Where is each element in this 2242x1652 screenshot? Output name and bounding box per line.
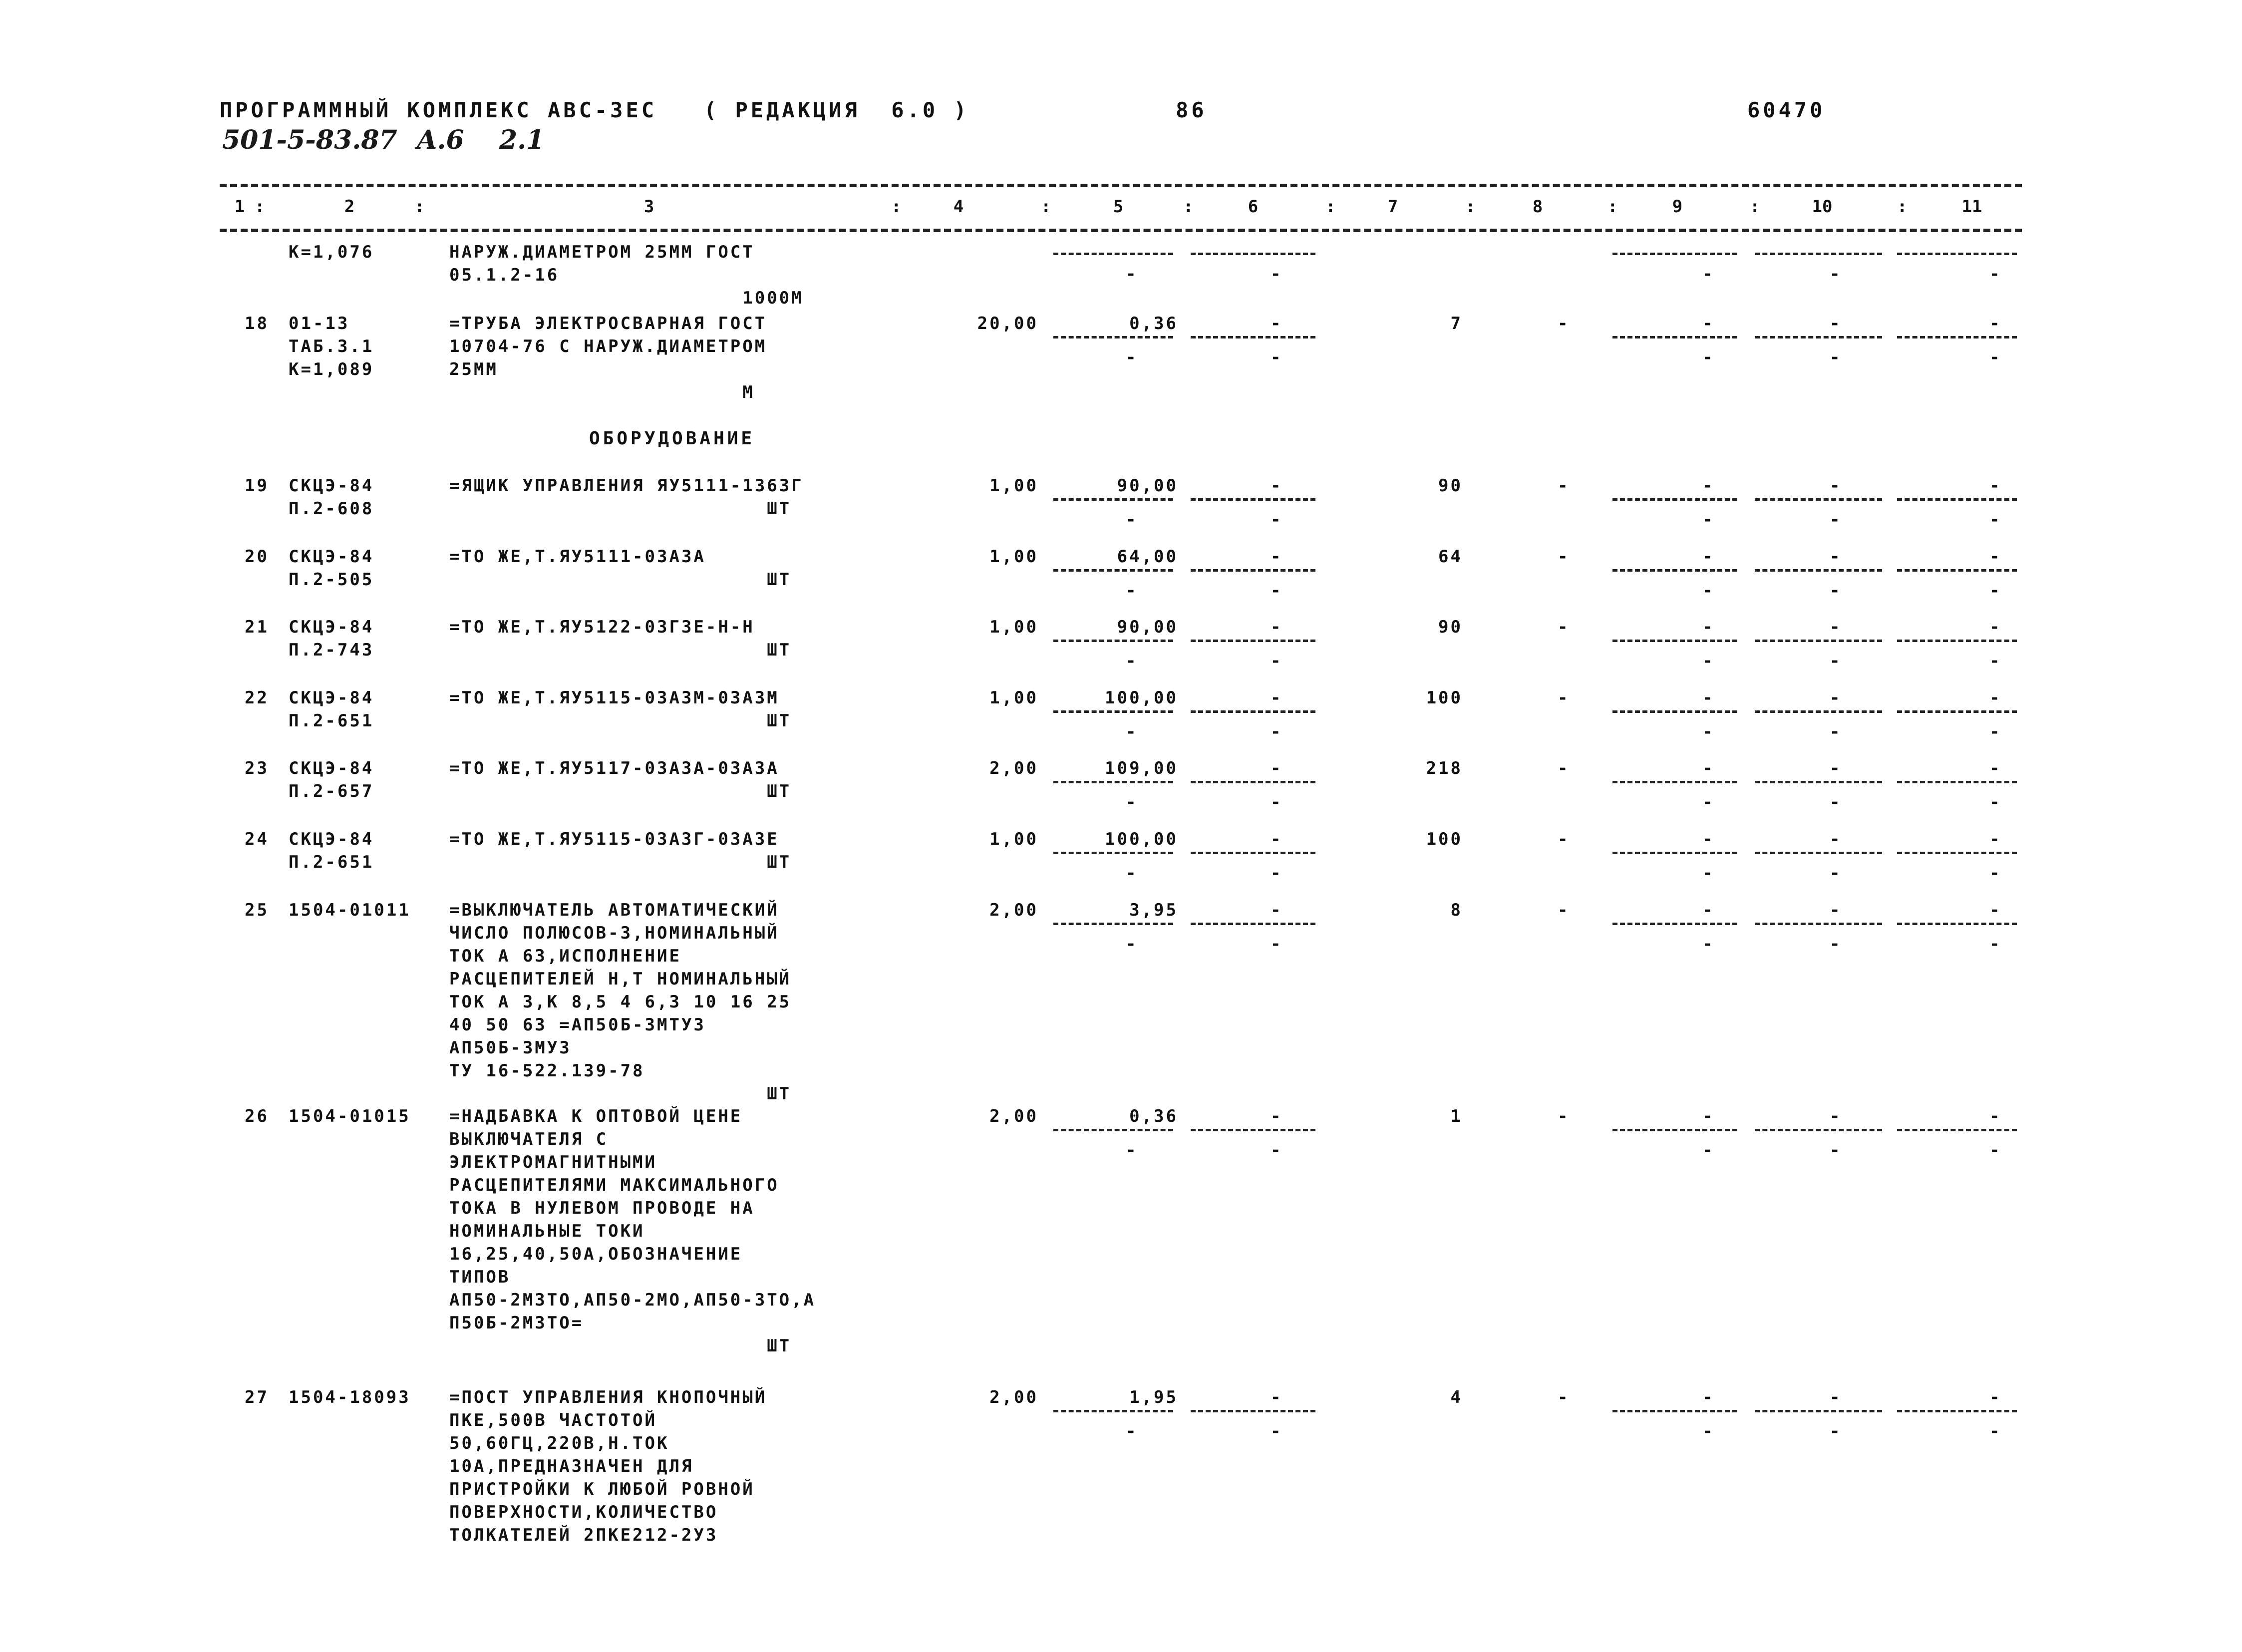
column-separator: : [891,197,902,217]
row-col11: - [1989,900,2002,920]
column-header-10: 10 [1812,197,1833,217]
row-unit-price: 90,00 [1117,476,1178,496]
row-sub-col10: - [1830,863,1842,883]
price-rule [1053,640,1173,642]
col9-rule [1612,781,1737,783]
header-rule [220,229,2022,232]
row-sub-col5: - [1126,934,1138,954]
row-quantity: 1,00 [989,476,1038,496]
row-col9: - [1702,758,1715,778]
col11-rule [1897,253,2017,255]
row-col9: - [1702,1106,1715,1126]
row-sub-col9: - [1702,581,1715,601]
row-sub-col10: - [1830,581,1842,601]
col6-rule [1191,640,1315,642]
col11-rule [1897,569,2017,572]
row-description: =ТО ЖЕ,Т.ЯУ5115-03А3М-03А3М ШТ [449,688,792,731]
row-unit-price: 1,95 [1129,1387,1178,1407]
row-total: 8 [1450,900,1463,920]
row-number: 22 [245,688,269,708]
col11-rule [1897,1410,2017,1412]
col11-rule [1897,336,2017,338]
program-title: ПРОГРАММНЫЙ КОМПЛЕКС АВС-ЗЕС ( РЕДАКЦИЯ 6.0 ) [220,98,969,122]
row-col8: - [1558,758,1570,778]
row-quantity: 2,00 [989,1387,1038,1407]
page-number: 86 [1176,98,1207,122]
row-sub-col6: - [1271,722,1283,742]
col11-rule [1897,923,2017,925]
row-unit-price: 0,36 [1129,314,1178,333]
col9-rule [1612,336,1737,338]
col10-rule [1755,1129,1882,1131]
row-description: =НАДБАВКА К ОПТОВОЙ ЦЕНЕ ВЫКЛЮЧАТЕЛЯ С ЭЛЕКТРОМАГНИТНЫМИ РАСЦЕПИТЕЛЯМИ МАКСИМАЛЬНОГО ТОКА В НУЛЕВОМ ПРОВОДЕ НА НОМИНАЛЬНЫЕ ТОКИ 16,25,40,50А,ОБОЗНАЧЕНИЕ ТИПОВ АП50-2М3ТО,АП50-2МО,АП50-3ТО,А П50Б-2М3ТО= ШТ [449,1106,816,1356]
row-col10: - [1830,688,1842,708]
row-col6: - [1271,617,1283,637]
row-quantity: 1,00 [989,829,1038,849]
column-header-4: 4 [953,197,964,217]
row-description: =ТО ЖЕ,Т.ЯУ5115-03А3Г-03А3Е ШТ [449,829,792,872]
row-quantity: 2,00 [989,1106,1038,1126]
price-rule [1053,498,1173,501]
row-unit-price: 100,00 [1105,829,1178,849]
row-sub-col11: - [1989,934,2002,954]
row-col8: - [1558,1106,1570,1126]
row-description: =ТО ЖЕ,Т.ЯУ5122-03Г3Е-Н-Н ШТ [449,617,792,660]
row-sub-col6: - [1271,347,1283,367]
col9-rule [1612,852,1737,854]
col11-rule [1897,640,2017,642]
row-sub-col11: - [1989,510,2002,530]
row-number: 21 [245,617,269,637]
row-unit-price: 100,00 [1105,688,1178,708]
row-col10: - [1830,1106,1842,1126]
row-col8: - [1558,617,1570,637]
col9-rule [1612,923,1737,925]
column-separator: : [1750,197,1760,217]
row-col8: - [1558,476,1570,496]
row-col11: - [1989,688,2002,708]
col9-rule [1612,1410,1737,1412]
col10-rule [1755,852,1882,854]
row-sub-col6: - [1271,934,1283,954]
row-description: =ТРУБА ЭЛЕКТРОСВАРНАЯ ГОСТ 10704-76 С НАРУЖ.ДИАМЕТРОМ 25ММ М [449,314,767,402]
row-col10: - [1830,829,1842,849]
row-col6: - [1271,688,1283,708]
column-separator: : [1041,197,1051,217]
row-sub-col10: - [1830,347,1842,367]
row-sub-col5: - [1126,1140,1138,1160]
col10-rule [1755,923,1882,925]
row-col9: - [1702,476,1715,496]
col9-rule [1612,253,1737,255]
row-sub-col9: - [1702,264,1715,284]
row-sub-col11: - [1989,863,2002,883]
row-col10: - [1830,547,1842,567]
row-total: 1 [1450,1106,1463,1126]
row-sub-col9: - [1702,651,1715,671]
row-sub-col5: - [1126,722,1138,742]
row-description: НАРУЖ.ДИАМЕТРОМ 25ММ ГОСТ 05.1.2-16 1000М [449,242,804,308]
row-code: СКЦЭ-84 П.2-505 [289,547,374,590]
row-number: 20 [245,547,269,567]
row-total: 100 [1426,688,1463,708]
column-header-8: 8 [1532,197,1543,217]
row-number: 19 [245,476,269,496]
row-code: 1504-01011 [289,900,411,920]
col6-rule [1191,710,1315,713]
row-col11: - [1989,1387,2002,1407]
row-sub-col11: - [1989,581,2002,601]
row-code: 1504-18093 [289,1387,411,1407]
col6-rule [1191,569,1315,572]
handwritten-doc-number: 501-5-83.87 [222,125,397,155]
row-code: СКЦЭ-84 П.2-651 [289,829,374,872]
row-sub-col10: - [1830,934,1842,954]
column-header-6: 6 [1248,197,1259,217]
col10-rule [1755,336,1882,338]
row-col11: - [1989,829,2002,849]
row-col8: - [1558,900,1570,920]
row-sub-col6: - [1271,863,1283,883]
row-sub-col11: - [1989,792,2002,812]
row-code: СКЦЭ-84 П.2-743 [289,617,374,660]
row-col11: - [1989,547,2002,567]
row-col10: - [1830,900,1842,920]
col10-rule [1755,569,1882,572]
row-sub-col5: - [1126,651,1138,671]
row-code: 1504-01015 [289,1106,411,1126]
row-col11: - [1989,1106,2002,1126]
row-description: =ТО ЖЕ,Т.ЯУ5117-03А3А-03А3А ШТ [449,758,792,801]
row-quantity: 2,00 [989,758,1038,778]
top-rule [220,184,2022,187]
row-sub-col6: - [1271,651,1283,671]
column-header-2: 2 [344,197,355,217]
row-sub-col11: - [1989,1421,2002,1441]
row-col6: - [1271,1106,1283,1126]
column-header-5: 5 [1113,197,1124,217]
row-sub-col5: - [1126,863,1138,883]
row-col11: - [1989,476,2002,496]
row-total: 64 [1438,547,1463,567]
row-sub-col9: - [1702,863,1715,883]
col6-rule [1191,781,1315,783]
row-code: 01-13 ТАБ.3.1 К=1,089 [289,314,374,379]
row-description: =ПОСТ УПРАВЛЕНИЯ КНОПОЧНЫЙ ПКЕ,500В ЧАСТОТОЙ 50,60ГЦ,220В,Н.ТОК 10А,ПРЕДНАЗНАЧЕН ДЛЯ ПРИСТРОЙКИ К ЛЮБОЙ РОВНОЙ ПОВЕРХНОСТИ,КОЛИЧЕСТВО ТОЛКАТЕЛЕЙ 2ПКЕ212-2У3 [449,1387,767,1545]
col6-rule [1191,923,1315,925]
row-total: 90 [1438,617,1463,637]
row-col9: - [1702,900,1715,920]
row-sub-col11: - [1989,1140,2002,1160]
row-total: 7 [1450,314,1463,333]
row-col6: - [1271,900,1283,920]
row-number: 24 [245,829,269,849]
column-separator: : [1607,197,1618,217]
row-sub-col10: - [1830,792,1842,812]
price-rule [1053,781,1173,783]
row-col10: - [1830,758,1842,778]
row-sub-col11: - [1989,264,2002,284]
row-number: 25 [245,900,269,920]
row-description: =ЯЩИК УПРАВЛЕНИЯ ЯУ5111-1363Г ШТ [449,476,804,519]
column-separator: : [1897,197,1908,217]
row-sub-col9: - [1702,510,1715,530]
column-header-7: 7 [1387,197,1398,217]
col11-rule [1897,498,2017,501]
col11-rule [1897,710,2017,713]
row-unit-price: 0,36 [1129,1106,1178,1126]
row-col9: - [1702,314,1715,333]
price-rule [1053,923,1173,925]
col10-rule [1755,781,1882,783]
row-col9: - [1702,829,1715,849]
row-col8: - [1558,1387,1570,1407]
row-description: =ВЫКЛЮЧАТЕЛЬ АВТОМАТИЧЕСКИЙ ЧИСЛО ПОЛЮСОВ-3,НОМИНАЛЬНЫЙ ТОК А 63,ИСПОЛНЕНИЕ РАСЦЕПИТЕЛЕЙ Н,Т НОМИНАЛЬНЫЙ ТОК А 3,К 8,5 4 6,3 10 16 25 40 50 63 =АП50Б-3МТУ3 АП50Б-3МУ3 ТУ 16-522.139-78 ШТ [449,900,792,1104]
row-quantity: 20,00 [977,314,1038,333]
row-code: СКЦЭ-84 П.2-608 [289,476,374,519]
row-unit-price: 3,95 [1129,900,1178,920]
row-sub-col9: - [1702,1140,1715,1160]
column-separator: : [255,197,265,217]
row-col9: - [1702,1387,1715,1407]
row-sub-col6: - [1271,792,1283,812]
row-col8: - [1558,688,1570,708]
row-total: 90 [1438,476,1463,496]
row-sub-col5: - [1126,581,1138,601]
col10-rule [1755,1410,1882,1412]
row-col9: - [1702,617,1715,637]
row-total: 218 [1426,758,1463,778]
col10-rule [1755,640,1882,642]
row-col9: - [1702,547,1715,567]
row-number: 23 [245,758,269,778]
col11-rule [1897,781,2017,783]
col10-rule [1755,253,1882,255]
col9-rule [1612,710,1737,713]
row-code: СКЦЭ-84 П.2-651 [289,688,374,731]
price-rule [1053,569,1173,572]
row-sub-col6: - [1271,510,1283,530]
row-number: 27 [245,1387,269,1407]
row-sub-col11: - [1989,651,2002,671]
price-rule [1053,253,1173,255]
row-unit-price: 90,00 [1117,617,1178,637]
col6-rule [1191,336,1315,338]
row-col8: - [1558,829,1570,849]
row-col6: - [1271,829,1283,849]
row-description: =ТО ЖЕ,Т.ЯУ5111-03А3А ШТ [449,547,792,590]
col11-rule [1897,852,2017,854]
row-col10: - [1830,617,1842,637]
section-label: ОБОРУДОВАНИЕ [589,428,755,449]
row-col8: - [1558,314,1570,333]
row-number: 18 [245,314,269,333]
row-col11: - [1989,758,2002,778]
price-rule [1053,1129,1173,1131]
col9-rule [1612,498,1737,501]
row-sub-col5: - [1126,347,1138,367]
row-sub-col9: - [1702,1421,1715,1441]
col6-rule [1191,852,1315,854]
column-header-3: 3 [643,197,654,217]
row-sub-col10: - [1830,1421,1842,1441]
row-sub-col10: - [1830,1140,1842,1160]
row-quantity: 1,00 [989,547,1038,567]
col10-rule [1755,498,1882,501]
row-sub-col5: - [1126,1421,1138,1441]
column-separator: : [414,197,425,217]
row-code: К=1,076 [289,242,374,262]
row-unit-price: 64,00 [1117,547,1178,567]
row-col6: - [1271,758,1283,778]
row-sub-col10: - [1830,722,1842,742]
row-sub-col9: - [1702,792,1715,812]
row-total: 100 [1426,829,1463,849]
row-sub-col10: - [1830,264,1842,284]
row-col11: - [1989,617,2002,637]
col9-rule [1612,1129,1737,1131]
col10-rule [1755,710,1882,713]
col6-rule [1191,1410,1315,1412]
price-rule [1053,336,1173,338]
row-sub-col9: - [1702,934,1715,954]
row-sub-col10: - [1830,510,1842,530]
column-separator: : [1183,197,1194,217]
row-col6: - [1271,547,1283,567]
row-col10: - [1830,476,1842,496]
price-rule [1053,1410,1173,1412]
handwritten-part: 2.1 [499,125,545,155]
row-sub-col9: - [1702,347,1715,367]
col11-rule [1897,1129,2017,1131]
handwritten-album: A.6 [417,125,464,155]
col6-rule [1191,1129,1315,1131]
row-quantity: 1,00 [989,688,1038,708]
col9-rule [1612,640,1737,642]
row-sub-col9: - [1702,722,1715,742]
row-sub-col6: - [1271,581,1283,601]
column-separator: : [1465,197,1476,217]
row-sub-col6: - [1271,264,1283,284]
row-col10: - [1830,314,1842,333]
row-sub-col10: - [1830,651,1842,671]
col6-rule [1191,253,1315,255]
row-total: 4 [1450,1387,1463,1407]
column-separator: : [1325,197,1336,217]
price-rule [1053,710,1173,713]
row-sub-col5: - [1126,792,1138,812]
row-sub-col5: - [1126,264,1138,284]
column-header-9: 9 [1672,197,1683,217]
row-col9: - [1702,688,1715,708]
row-code: СКЦЭ-84 П.2-657 [289,758,374,801]
row-sub-col6: - [1271,1140,1283,1160]
row-col11: - [1989,314,2002,333]
row-quantity: 2,00 [989,900,1038,920]
row-quantity: 1,00 [989,617,1038,637]
row-col10: - [1830,1387,1842,1407]
row-col6: - [1271,314,1283,333]
row-sub-col11: - [1989,722,2002,742]
row-col6: - [1271,1387,1283,1407]
col9-rule [1612,569,1737,572]
row-col6: - [1271,476,1283,496]
row-sub-col11: - [1989,347,2002,367]
document-code: 60470 [1747,98,1826,122]
row-number: 26 [245,1106,269,1126]
col6-rule [1191,498,1315,501]
row-col8: - [1558,547,1570,567]
column-header-1: 1 [234,197,245,217]
row-sub-col6: - [1271,1421,1283,1441]
column-header-11: 11 [1961,197,1982,217]
price-rule [1053,852,1173,854]
row-sub-col5: - [1126,510,1138,530]
row-unit-price: 109,00 [1105,758,1178,778]
